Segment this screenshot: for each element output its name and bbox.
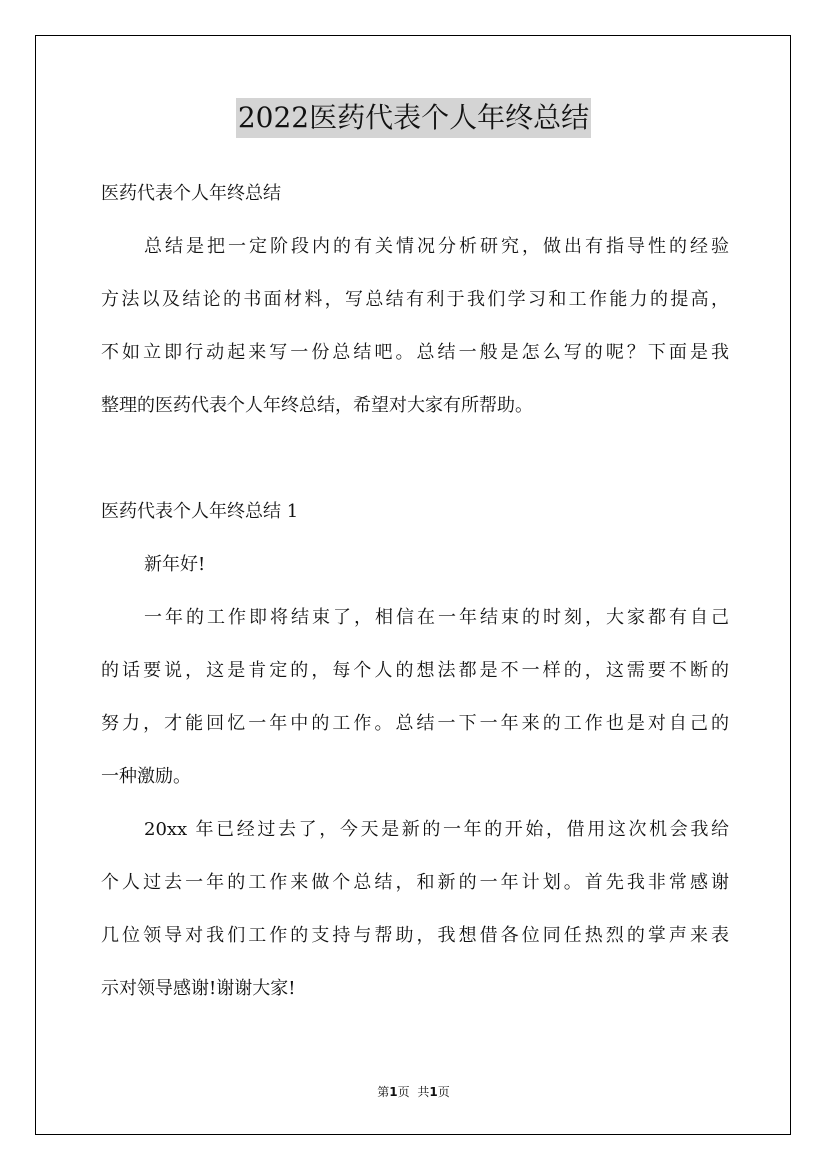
paragraph-line: 努力，才能回忆一年中的工作。总结一下一年来的工作也是对自己的 — [101, 713, 729, 734]
paragraph-line: 示对领导感谢!谢谢大家! — [101, 978, 296, 999]
intro-line: 不如立即行动起来写一份总结吧。总结一般是怎么写的呢？下面是我 — [101, 342, 729, 363]
page-number: 1 — [389, 1085, 398, 1099]
paragraph-line: 一年的工作即将结束了，相信在一年结束的时刻，大家都有自己 — [144, 607, 729, 628]
paragraph-line: 的话要说，这是肯定的，每个人的想法都是不一样的，这需要不断的 — [101, 660, 729, 681]
paragraph-line: 几位领导对我们工作的支持与帮助，我想借各位同任热烈的掌声来表 — [101, 925, 729, 946]
total-pages: 1 — [429, 1085, 438, 1099]
page-suffix: 页 — [397, 1085, 410, 1099]
document-body — [101, 172, 729, 1020]
intro-line: 方法以及结论的书面材料，写总结有利于我们学习和工作能力的提高， — [101, 289, 729, 310]
page-footer — [0, 1083, 827, 1100]
document-title: 2022医药代表个人年终总结 — [236, 98, 591, 138]
paragraph-line: 一种激励。 — [101, 766, 191, 787]
document-title-block — [0, 98, 827, 138]
paragraph-line: 20xx 年已经过去了，今天是新的一年的开始，借用这次机会我给 — [144, 819, 729, 840]
page-prefix: 第 — [377, 1085, 390, 1099]
total-prefix: 共 — [417, 1085, 430, 1099]
paragraph-line: 个人过去一年的工作来做个总结，和新的一年计划。首先我非常感谢 — [101, 872, 729, 893]
paragraph-gap — [101, 437, 729, 490]
intro-line: 整理的医药代表个人年终总结，希望对大家有所帮助。 — [101, 395, 533, 416]
total-suffix: 页 — [437, 1085, 450, 1099]
section-heading: 医药代表个人年终总结 1 — [101, 501, 299, 522]
intro-line: 总结是把一定阶段内的有关情况分析研究，做出有指导性的经验 — [144, 236, 729, 257]
intro-heading: 医药代表个人年终总结 — [101, 183, 281, 204]
greeting-line: 新年好! — [144, 554, 206, 575]
